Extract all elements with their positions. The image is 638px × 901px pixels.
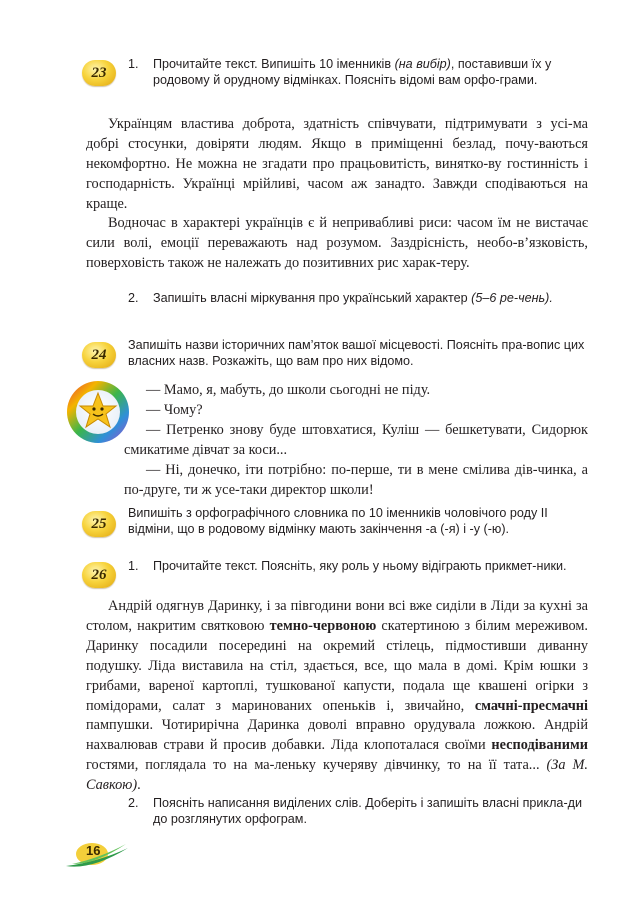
text-paragraph-1: Українцям властива доброта, здатність співчувати, підтримувати з усі-ма добрі стосунки, довіряти людям. Якщо в приміщенні безлад, почу-ваються некомфортно. Не можна не згадати про працьовитість, винятко-ву гостинність і господарність. Українці мрійливі, часом аж занадто. Завжди сподіваються на краще. <box>86 116 588 212</box>
task-26-item-2-number: 2. <box>128 796 139 810</box>
task-26-item-2-text: Поясніть написання виділених слів. Доберіть і запишіть власні прикла-ди до розглянутих орфограм. <box>153 796 583 826</box>
dialog-line-1: — Мамо, я, мабуть, до школи сьогодні не піду. <box>146 382 431 398</box>
task-23-badge: 23 <box>82 60 116 86</box>
page-number: 16 <box>86 843 101 858</box>
task-26-item-2 <box>128 795 588 829</box>
bold-word-1: темно-червоною <box>269 617 377 634</box>
task-25-badge: 25 <box>82 511 116 537</box>
dialog-line-4: — Ні, донечко, іти потрібно: по-перше, ти в мене смілива дів-чинка, а по-друге, ти ж усе-таки директор школи! <box>124 462 588 498</box>
task-23-instruction <box>128 56 588 108</box>
task-26-text: Прочитайте текст. Поясніть, яку роль у ньому відіграють прикмет-ники. <box>153 559 567 573</box>
task-26-instruction <box>128 558 588 592</box>
task-26-badge: 26 <box>82 562 116 588</box>
text-paragraph-2: Водночас в характері українців є й непривабливі риси: часом їм не вистачає сили волі, емоції переважають над розумом. Заздрісність, необо-в’язковість, поверховість також не належать до позитивних рис харак-теру. <box>86 215 588 271</box>
task-23-text: Прочитайте текст. Випишіть 10 іменників (на вибір), поставивши їх у родовому й орудному відмінках. Поясніть відомі вам орфо-грами. <box>153 57 552 87</box>
task-24-instruction: Запишіть назви історичних пам’яток вашої місцевості. Поясніть пра-вопис цих власних назв. Розкажіть, що вам про них відомо. <box>128 338 585 368</box>
task-25-instruction: Випишіть з орфографічного словника по 10 іменників чоловічого роду ІІ відміни, що в родовому відмінку мають закінчення -а (-я) і -у (-ю). <box>128 506 548 536</box>
bold-word-2: смачні-пресмачні <box>474 697 588 714</box>
task-23-item-2-number: 2. <box>128 291 139 305</box>
bold-word-3: несподіваними <box>491 737 588 754</box>
task-24-badge: 24 <box>82 342 116 368</box>
dialog-line-3: — Петренко знову буде штовхатися, Куліш — бешкетувати, Сидорюк смикатиме дівчат за коси... <box>124 422 588 458</box>
task-26-item-number: 1. <box>128 559 139 573</box>
star-icon <box>64 378 132 446</box>
source-citation: (За М. Савкою) <box>86 757 589 794</box>
task-23-item-2 <box>128 290 588 324</box>
dialog-line-2: — Чому? <box>146 402 203 418</box>
task-23-item-2-text: Запишіть власні міркування про український характер (5–6 ре-чень). <box>153 291 553 305</box>
text-paragraph-3: Андрій одягнув Даринку, і за півгодини вони всі вже сиділи в Ліди за кухні за столом, накритим святковою темно-червоною скатертиною з білим мереживом. Даринку посадили посередині на окремий стілець, підмостивши диванну подушку. Ліда виставила на стіл, здається, все, що мала в домі. Крім юшки з грибами, вареної картоплі, тушкованої капусти, подала ще квашені огірки з помідорами, салат з маринованих опеньків і, звичайно, смачні-пресмачні пампушки. Чотирирічна Даринка доволі вправно орудувала ложкою. Андрій нахвалював страви й просив добавки. Ліда клопоталася своїми несподіваними гостями, поглядала то на ма-леньку кучеряву дівчинку, то на її тата... (За М. Савкою). <box>86 598 589 794</box>
task-23-item-number: 1. <box>128 57 139 71</box>
